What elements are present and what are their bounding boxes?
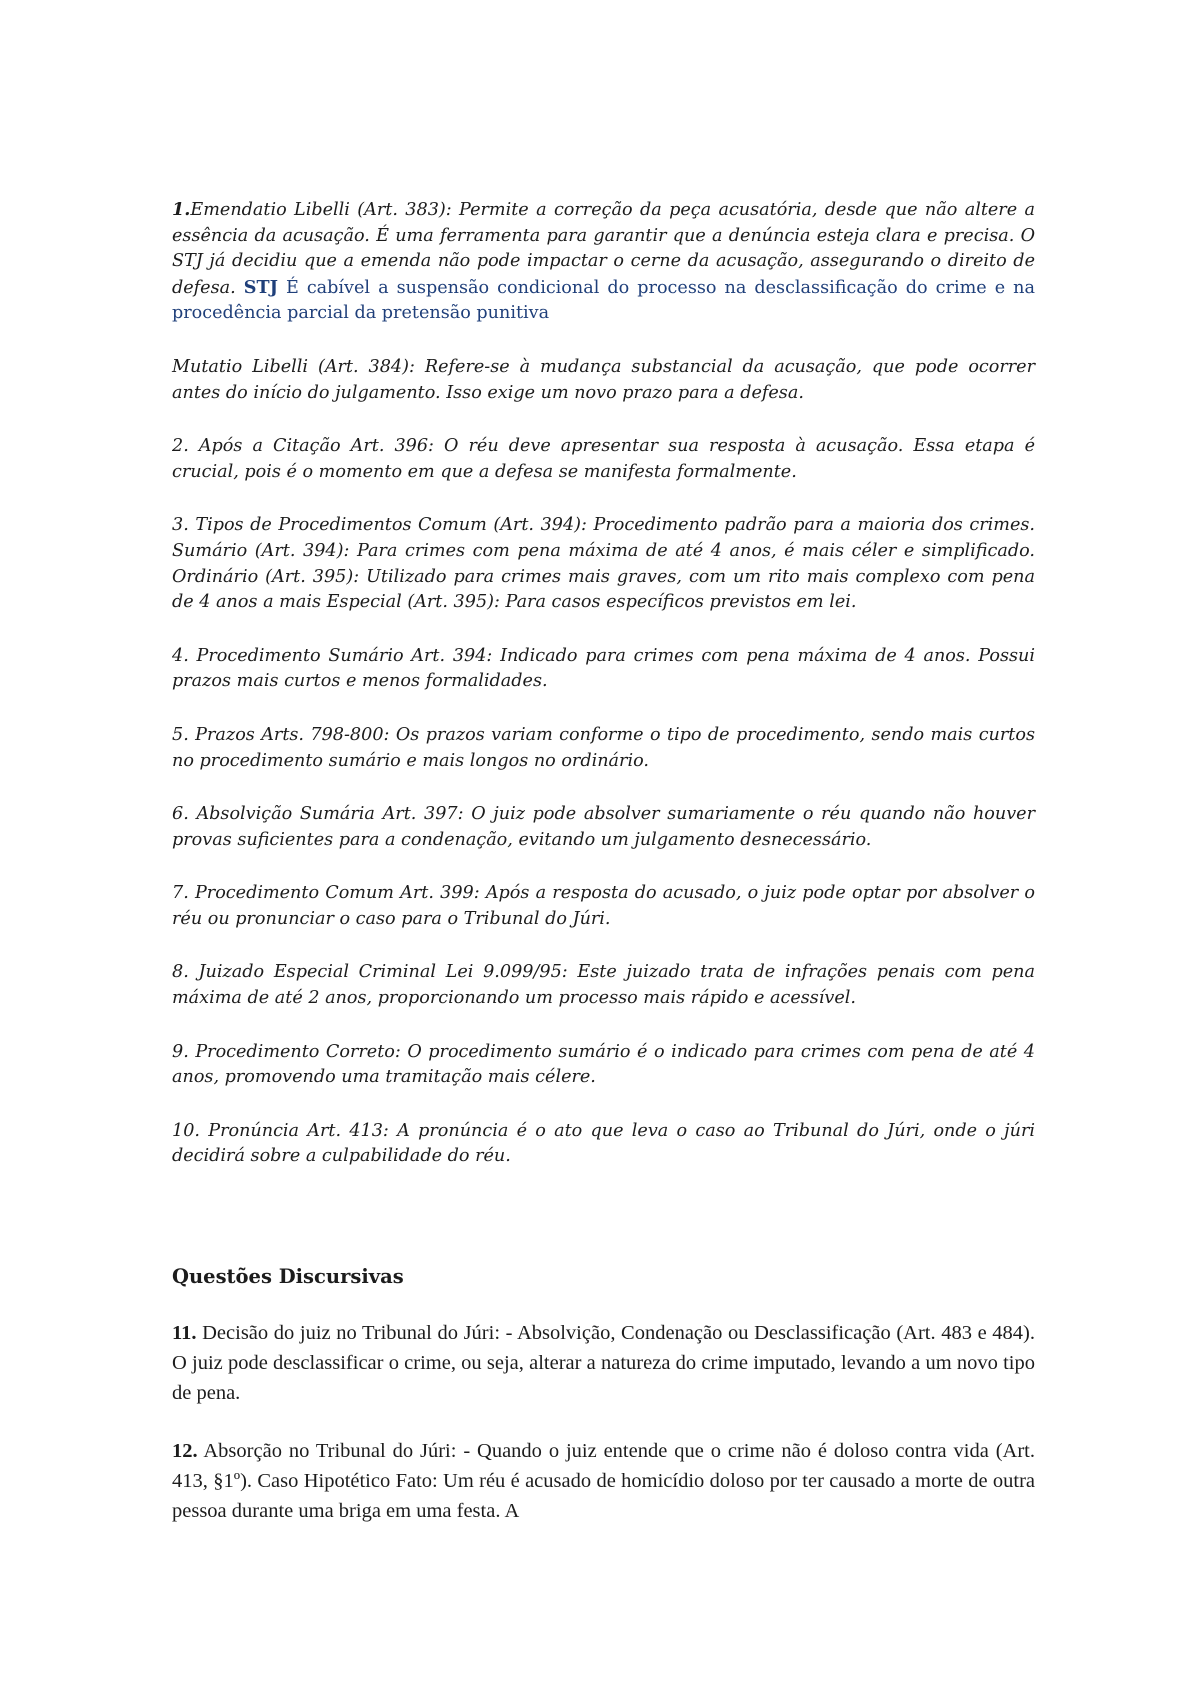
paragraph-1 bbox=[172, 197, 1035, 327]
question-12 bbox=[172, 1436, 1035, 1526]
question-number: 11. bbox=[172, 1322, 197, 1345]
question-11 bbox=[172, 1318, 1035, 1408]
section-heading: Questões Discursivas bbox=[172, 1265, 404, 1289]
page-content bbox=[172, 197, 1035, 1554]
paragraph-9: 9. Procedimento Correto: O procedimento sumário é o indicado para crimes com pena de até 4 anos, promovendo uma tramitação mais célere. bbox=[172, 1041, 1035, 1088]
question-text: Absorção no Tribunal do Júri: - Quando o juiz entende que o crime não é doloso contra vida (Art. 413, §1º). Caso Hipotético Fato: Um réu é acusado de homicídio doloso por ter causado a morte de outra pessoa durante uma briga em uma festa. A bbox=[172, 1440, 1035, 1523]
paragraph-4: 4. Procedimento Sumário Art. 394: Indicado para crimes com pena máxima de 4 anos. Possui prazos mais curtos e menos formalidades. bbox=[172, 645, 1035, 692]
paragraph-mutatio-libelli: Mutatio Libelli (Art. 384): Refere-se à mudança substancial da acusação, que pode ocorrer antes do início do julgamento. Isso exige um novo prazo para a defesa. bbox=[172, 356, 1035, 403]
paragraph-7: 7. Procedimento Comum Art. 399: Após a resposta do acusado, o juiz pode optar por absolver o réu ou pronunciar o caso para o Tribunal do Júri. bbox=[172, 883, 1035, 929]
paragraph-6: 6. Absolvição Sumária Art. 397: O juiz pode absolver sumariamente o réu quando não houver provas suficientes para a condenação, evitando um julgamento desnecessário. bbox=[172, 804, 1035, 850]
paragraph-2: 2. Após a Citação Art. 396: O réu deve apresentar sua resposta à acusação. Essa etapa é crucial, pois é o momento em que a defesa se manifesta formalmente. bbox=[172, 436, 1035, 482]
paragraph-10: 10. Pronúncia Art. 413: A pronúncia é o ato que leva o caso ao Tribunal do Júri, onde o júri decidirá sobre a culpabilidade do réu. bbox=[172, 1120, 1035, 1167]
paragraph-number: 1. bbox=[172, 199, 191, 220]
stj-note: É cabível a suspensão condicional do processo na desclassificação do crime e na procedência parcial da pretensão punitiva bbox=[172, 277, 1035, 324]
paragraph-3: 3. Tipos de Procedimentos Comum (Art. 394): Procedimento padrão para a maioria dos crimes. Sumário (Art. 394): Para crimes com pena máxima de até 4 anos, é mais céler e simplificado. Ordinário (Art. 395): Utilizado para crimes mais graves, com um rito mais complexo com pena de 4 anos a mais Especial (Art. 395): Para casos específicos previstos em lei. bbox=[172, 515, 1035, 613]
question-text: Decisão do juiz no Tribunal do Júri: - Absolvição, Condenação ou Desclassificação (Art. 483 e 484). O juiz pode desclassificar o crime, ou seja, alterar a natureza do crime imputado, levando a um novo tipo de pena. bbox=[172, 1322, 1035, 1405]
paragraph-5: 5. Prazos Arts. 798-800: Os prazos variam conforme o tipo de procedimento, sendo mais curtos no procedimento sumário e mais longos no ordinário. bbox=[172, 724, 1035, 771]
question-number: 12. bbox=[172, 1440, 198, 1463]
paragraph-text: Emendatio Libelli (Art. 383): Permite a correção da peça acusatória, desde que não altere a essência da acusação. É uma ferramenta para garantir que a denúncia esteja clara e precisa. O STJ já decidiu que a emenda não pode impactar o cerne da acusação, assegurando o direito de defesa. bbox=[172, 200, 1035, 298]
paragraph-8: 8. Juizado Especial Criminal Lei 9.099/95: Este juizado trata de infrações penais com pena máxima de até 2 anos, proporcionando um processo mais rápido e acessível. bbox=[172, 962, 1035, 1009]
stj-label: STJ bbox=[243, 276, 278, 298]
